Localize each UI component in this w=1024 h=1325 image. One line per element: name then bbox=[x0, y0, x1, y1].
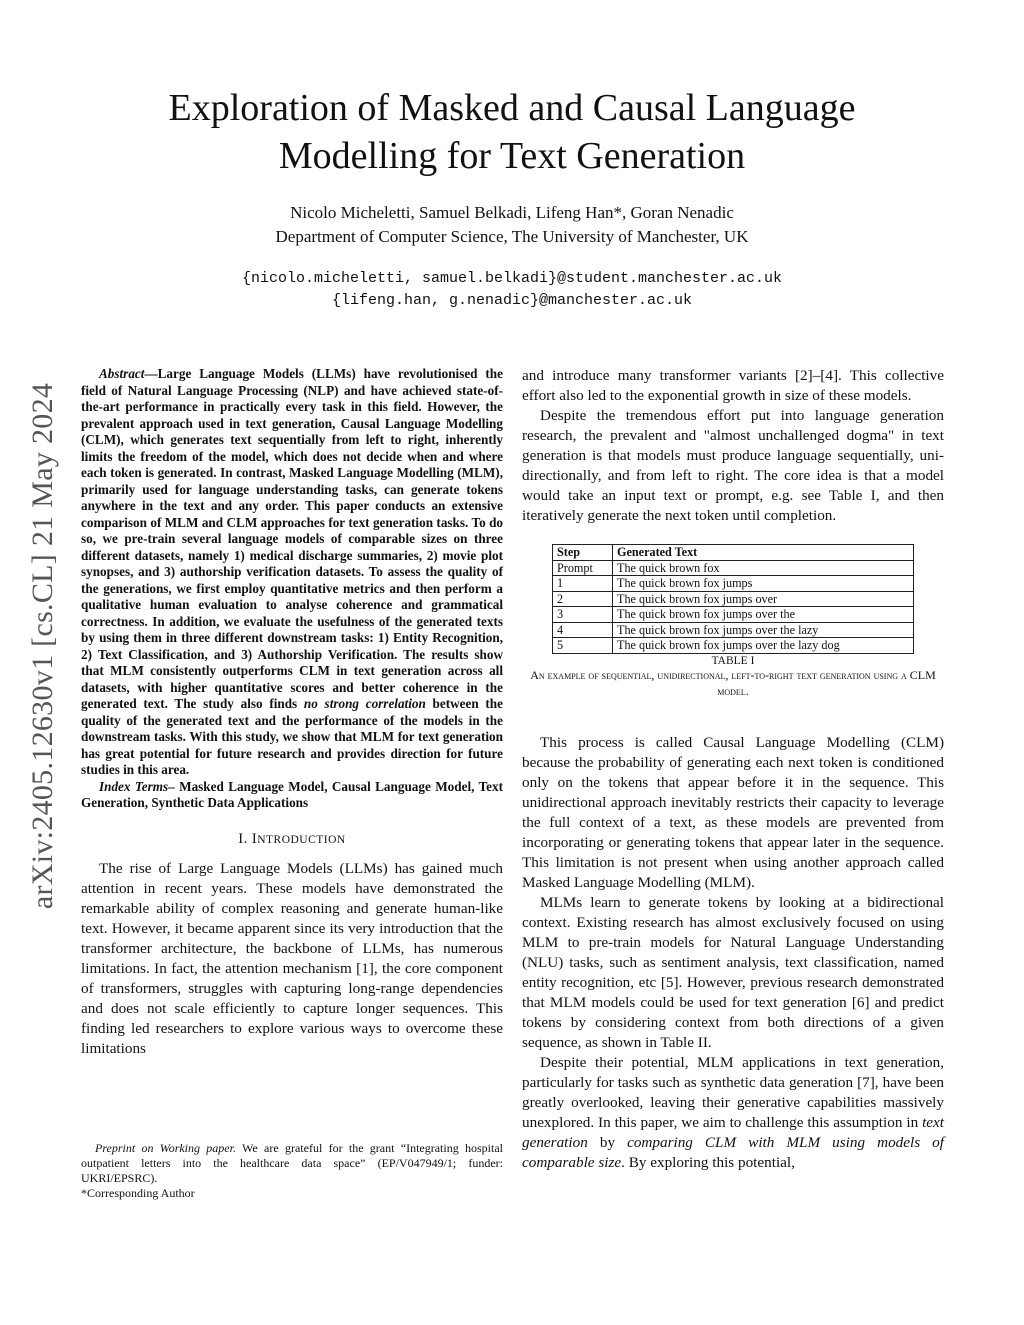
author-block bbox=[100, 201, 924, 249]
table-cell: The quick brown fox jumps over the bbox=[613, 607, 914, 623]
email-block bbox=[100, 268, 924, 312]
table-cell: 1 bbox=[553, 576, 613, 592]
para5-text-a: Despite their potential, MLM applications in text generation, particularly for tasks such as synthetic data generation [7], have been greatly overlooked, leaving their generative capabilities massively unexplored. In this paper, we aim to challenge this assumption in bbox=[522, 1053, 944, 1131]
table-cell: 2 bbox=[553, 591, 613, 607]
intro-paragraph-3: This process is called Causal Language Modelling (CLM) because the probability of generating each next token is conditioned only on the tokens that appear before it in the sequence. This unidirectional approach inevitably restricts their capacity to leverage the full context of a text, as these models are prevented from incorporating or generating tokens that appear later in the sequence. This limitation is not present when using another approach called Masked Language Modelling (MLM). bbox=[522, 733, 944, 891]
index-terms-text: – Masked Language Model, Causal Language Model, Text Generation, Synthetic Data Applications bbox=[81, 778, 503, 810]
author-names: Nicolo Micheletti, Samuel Belkadi, Lifeng Han*, Goran Nenadic bbox=[290, 203, 734, 222]
intro-paragraph-4: MLMs learn to generate tokens by looking at a bidirectional context. Existing research has almost exclusively focused on using MLM to pre-train models for Natural Language Understanding (NLU) tasks, such as sentiment analysis, text classification, named entity recognition, etc [5]. However, previous research demonstrated that MLM models could be used for text generation [6] and predict tokens by considering context from both directions of a given sequence, as shown in Table II. bbox=[522, 893, 944, 1051]
footnote-grant bbox=[81, 1141, 503, 1186]
intro-paragraph-1: The rise of Large Language Models (LLMs) has gained much attention in recent years. These models have demonstrated the remarkable ability of complex reasoning and generate human-like text. However, it became apparent since its very introduction that the transformer architecture, the backbone of LLMs, has numerous limitations. In fact, the attention mechanism [1], the core component of transformers, struggles with capturing long-range dependencies and does not scale efficiently to capture longer sequences. This finding led researchers to explore various ways to overcome these limitations bbox=[81, 859, 503, 1057]
abstract-emphasis: no strong correlation bbox=[303, 696, 426, 711]
table-caption bbox=[522, 668, 944, 700]
section-number: I. bbox=[238, 830, 252, 847]
table-cell: 4 bbox=[553, 622, 613, 638]
left-column bbox=[81, 366, 503, 1059]
table-row bbox=[553, 560, 914, 576]
index-terms bbox=[81, 779, 503, 812]
affiliation: Department of Computer Science, The University of Manchester, UK bbox=[275, 227, 749, 246]
intro-paragraph-2: Despite the tremendous effort put into language generation research, the prevalent and "almost unchallenged dogma" in text generation is that models must produce language sequentially, uni-directionally, and from left to right. The core idea is that a model would take an input text or prompt, e.g. see Table I, and then iteratively generate the next token until completion. bbox=[522, 407, 944, 524]
intro-paragraph-cont: and introduce many transformer variants [2]–[4]. This collective effort also led to the exponential growth in size of these models. bbox=[522, 367, 944, 404]
para5-text-b: by bbox=[587, 1133, 628, 1151]
table-row bbox=[553, 622, 914, 638]
table-cell: The quick brown fox jumps over the lazy dog bbox=[613, 638, 914, 654]
abstract-text-2: between the quality of the generated text and the performance of the models in the downstream tasks. With this study, we show that MLM for text generation has great potential for future research and provides direction for future studies in this area. bbox=[81, 696, 503, 777]
email-line-1: {nicolo.micheletti, samuel.belkadi}@student.manchester.ac.uk bbox=[241, 270, 783, 287]
abstract-text-1: —Large Language Models (LLMs) have revolutionised the field of Natural Language Processing (NLP) and have achieved state-of-the-art performance in practically every task in this field. However, the prevalent approach used in text generation, Causal Language Modelling (CLM), which generates text sequentially from left to right, inherently limits the freedom of the model, which does not decide when and where each token is generated. In contrast, Masked Language Modelling (MLM), primarily used for language understanding tasks, can generate tokens anywhere in the text and any order. This paper conducts an extensive comparison of MLM and CLM approaches for text generation tasks. To do so, we pre-train several language models of comparable sizes on three different datasets, namely 1) medical discharge summaries, 2) movie plot synopses, and 3) authorship verification datasets. To assess the quality of the generations, we first employ quantitative metrics and then perform a qualitative human evaluation to analyse coherence and grammatical correctness. In addition, we evaluate the usefulness of the generated texts by using them in three different downstream tasks: 1) Entity Recognition, 2) Text Classification, and 3) Authorship Verification. The results show that MLM consistently outperforms CLM in text generation across all datasets, with higher quantitative scores and better coherence in the generated text. The study also finds bbox=[81, 366, 503, 711]
table-header-cell: Step bbox=[553, 545, 613, 561]
table-cell: The quick brown fox bbox=[613, 560, 914, 576]
footnote bbox=[81, 1141, 503, 1201]
email-line-2: {lifeng.han, g.nenadic}@manchester.ac.uk bbox=[331, 292, 693, 309]
section-first-letter: I bbox=[251, 830, 258, 847]
para5-text-c: . By exploring this potential, bbox=[621, 1153, 795, 1171]
table-header-row bbox=[553, 545, 914, 561]
index-terms-label: Index Terms bbox=[99, 778, 169, 794]
table-cell: The quick brown fox jumps over the lazy bbox=[613, 622, 914, 638]
title-line-2: Modelling for Text Generation bbox=[278, 135, 746, 177]
right-column bbox=[522, 366, 944, 1173]
abstract bbox=[81, 366, 503, 779]
table-row bbox=[553, 638, 914, 654]
section-title-rest: NTRODUCTION bbox=[257, 833, 346, 846]
abstract-label: Abstract bbox=[99, 366, 145, 381]
footnote-preprint-label: Preprint on Working paper. bbox=[95, 1141, 236, 1155]
table-1 bbox=[552, 544, 914, 654]
table-row bbox=[553, 591, 914, 607]
table-header-cell: Generated Text bbox=[613, 545, 914, 561]
para5-emphasis-1: text generation bbox=[522, 1113, 944, 1151]
footnote-preprint-text: We are grateful for the grant “Integrating hospital outpatient letters into the healthcare data space” (EP/V047949/1; funder: UKRI/EPSRC). bbox=[81, 1141, 504, 1185]
title-line-1: Exploration of Masked and Causal Language bbox=[168, 87, 856, 129]
arxiv-stamp bbox=[14, 346, 72, 946]
arxiv-stamp-text: arXiv:2405.12630v1 [cs.CL] 21 May 2024 bbox=[26, 382, 59, 910]
table-label: TABLE I bbox=[711, 654, 755, 667]
table-cell: Prompt bbox=[553, 560, 613, 576]
table-cell: The quick brown fox jumps bbox=[613, 576, 914, 592]
table-row bbox=[553, 576, 914, 592]
table-caption-text: An example of sequential, unidirectional, left-to-right text generation using a CLM model. bbox=[530, 667, 936, 698]
table-cell: The quick brown fox jumps over bbox=[613, 591, 914, 607]
table-row bbox=[553, 607, 914, 623]
footnote-corresponding: *Corresponding Author bbox=[81, 1186, 195, 1200]
paper-title bbox=[100, 84, 924, 180]
intro-paragraph-5 bbox=[522, 1053, 944, 1173]
table-cell: 3 bbox=[553, 607, 613, 623]
section-heading bbox=[81, 831, 503, 848]
table-cell: 5 bbox=[553, 638, 613, 654]
para5-emphasis-2: comparing CLM with MLM using models of comparable size bbox=[522, 1133, 944, 1171]
